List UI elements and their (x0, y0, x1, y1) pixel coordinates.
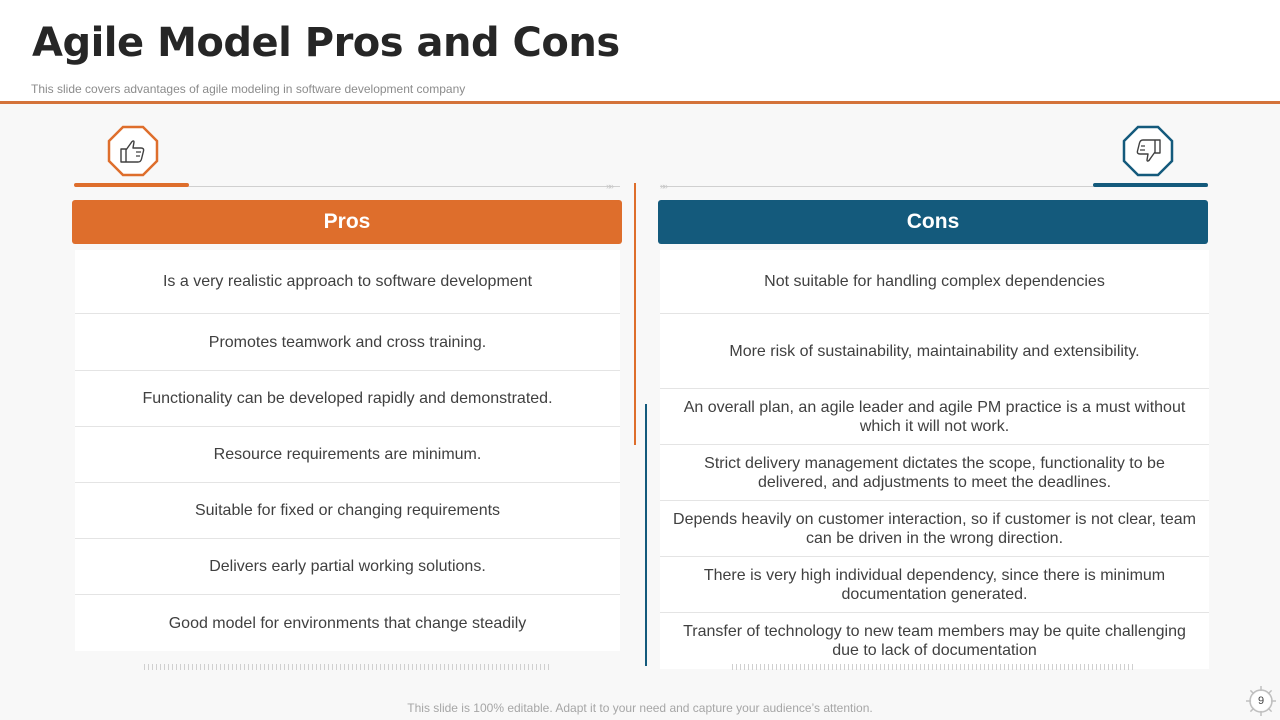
pros-header (72, 200, 622, 244)
pros-item-text: Resource requirements are minimum. (213, 446, 482, 463)
pros-header-label: Pros (323, 210, 371, 233)
list-item (75, 539, 620, 595)
cons-item-text: More risk of sustainability, maintainability and extensibility. (729, 342, 1140, 360)
pros-item-text: Is a very realistic approach to software development (162, 273, 533, 290)
list-item (660, 557, 1209, 613)
cons-header-label: Cons (906, 210, 960, 233)
pros-item-text: Delivers early partial working solutions. (209, 558, 486, 575)
list-item (75, 595, 620, 651)
page-subtitle: This slide covers advantages of agile modeling in software development company (31, 82, 466, 96)
footer-note: This slide is 100% editable. Adapt it to your need and capture your audience’s attention. (407, 701, 873, 715)
cons-item-text: An overall plan, an agile leader and agile PM practice is a must without which it will not work. (683, 398, 1186, 435)
slide-header (0, 0, 1280, 104)
page-number-badge (1244, 684, 1278, 718)
pros-item-text: Good model for environments that change steadily (168, 614, 527, 632)
cons-accent-bar (1093, 183, 1208, 187)
cons-vertical-line (645, 404, 647, 666)
cons-item-text: Depends heavily on customer interaction, so if customer is not clear, team can be driven in the wrong direction. (673, 510, 1196, 547)
list-item (75, 427, 620, 483)
pros-chevron-decoration: »» (606, 181, 613, 191)
list-item (660, 250, 1209, 314)
list-item (75, 250, 620, 314)
pros-dotted-decoration (144, 664, 550, 670)
thumbs-down-icon (1122, 125, 1174, 177)
list-item (75, 314, 620, 371)
list-item (660, 389, 1209, 445)
pros-item-text: Functionality can be developed rapidly and demonstrated. (142, 390, 553, 407)
page-number: 9 (1257, 695, 1265, 707)
thumbs-up-icon (107, 125, 159, 177)
list-item (75, 371, 620, 427)
cons-item-text: There is very high individual dependency, since there is minimum documentation generated. (703, 566, 1166, 603)
cons-header (658, 200, 1208, 244)
pros-accent-bar (74, 183, 189, 187)
page-title: Agile Model Pros and Cons (32, 20, 620, 66)
pros-item-text: Promotes teamwork and cross training. (208, 333, 487, 351)
list-item (660, 501, 1209, 557)
pros-vertical-line (634, 183, 636, 445)
cons-item-text: Transfer of technology to new team members may be quite challenging due to lack of documentation (683, 623, 1186, 659)
pros-list (75, 250, 620, 651)
cons-item-text: Strict delivery management dictates the scope, functionality to be delivered, and adjustments to meet the deadlines. (704, 454, 1165, 491)
pros-item-text: Suitable for fixed or changing requirements (194, 502, 501, 519)
list-item (660, 445, 1209, 501)
cons-dotted-decoration (732, 664, 1134, 670)
cons-chevron-decoration: »» (660, 181, 667, 191)
cons-list (660, 250, 1209, 669)
cons-item-text: Not suitable for handling complex dependencies (764, 273, 1105, 290)
list-item (660, 613, 1209, 669)
list-item (75, 483, 620, 539)
list-item (660, 314, 1209, 389)
